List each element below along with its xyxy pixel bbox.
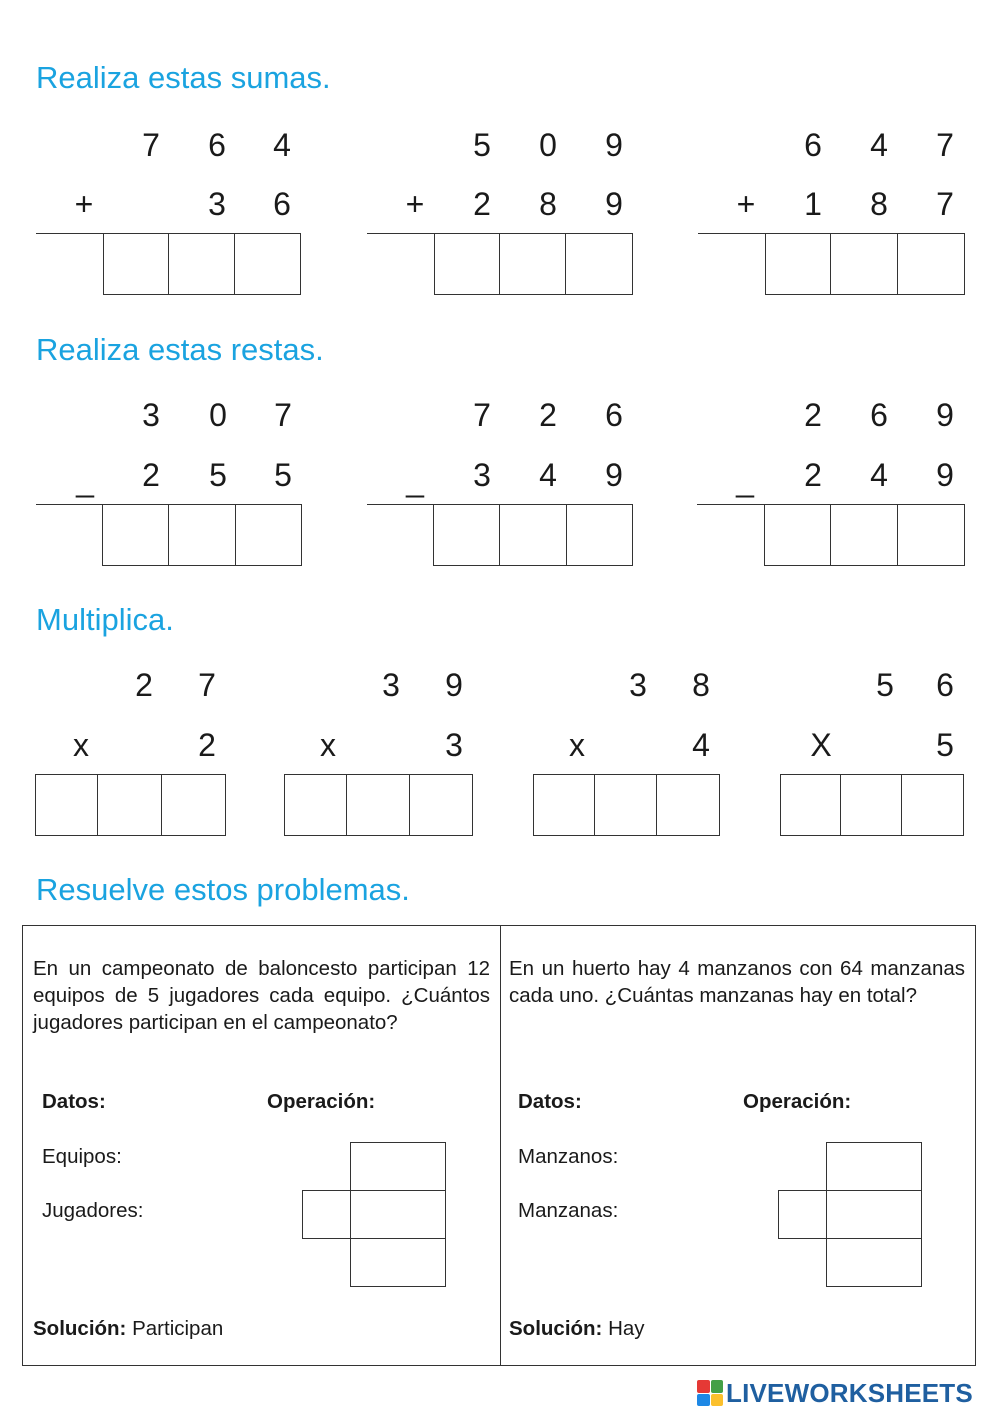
answer-box[interactable] (567, 505, 632, 565)
mult-1-bottom-digit: 2 (198, 727, 216, 763)
sum-2-top-digit: 9 (605, 127, 623, 163)
sum-2-answer-boxes (434, 233, 633, 295)
sub-1-bottom-digit: 5 (209, 457, 227, 493)
sum-2-bottom-digit: 8 (539, 186, 557, 222)
problem-2-operation-box[interactable] (778, 1190, 827, 1239)
answer-box[interactable] (831, 234, 897, 294)
answer-box[interactable] (595, 775, 656, 835)
mult-4-bottom-digit: 5 (936, 727, 954, 763)
logo-square-red (697, 1380, 710, 1393)
sub-2-answer-boxes (433, 504, 633, 566)
mult-3-top-digit: 3 (629, 667, 647, 703)
mult-1-top-digit: 7 (198, 667, 216, 703)
answer-box[interactable] (566, 234, 632, 294)
answer-box[interactable] (410, 775, 472, 835)
answer-box[interactable] (902, 775, 963, 835)
sub-3-bottom-digit: 9 (936, 457, 954, 493)
logo-square-green (711, 1380, 724, 1393)
sum-1-top-digit: 6 (208, 127, 226, 163)
answer-box[interactable] (235, 234, 300, 294)
mult-4-top-digit: 6 (936, 667, 954, 703)
mult-4-top-digit: 5 (876, 667, 894, 703)
sub-3-top-digit: 6 (870, 397, 888, 433)
problem-1-field-jugadores: Jugadores: (42, 1199, 144, 1222)
problem-1-operation-box[interactable] (350, 1238, 446, 1287)
answer-box[interactable] (841, 775, 901, 835)
times-sign: X (810, 727, 832, 763)
minus-sign: _ (736, 462, 754, 498)
column-divider (500, 926, 501, 1365)
answer-box[interactable] (104, 234, 169, 294)
answer-box[interactable] (169, 234, 234, 294)
answer-box[interactable] (781, 775, 841, 835)
sub-3-bottom-digit: 4 (870, 457, 888, 493)
sum-1-answer-boxes (103, 233, 301, 295)
sum-2-top-digit: 5 (473, 127, 491, 163)
problem-2-operation-box[interactable] (826, 1190, 922, 1239)
sub-2-bottom-digit: 3 (473, 457, 491, 493)
problem-1-solucion-label: Solución: (33, 1317, 127, 1340)
sub-3-answer-boxes (764, 504, 965, 566)
times-sign: x (320, 727, 336, 763)
sum-3-top-digit: 7 (936, 127, 954, 163)
mult-3-answer-boxes (533, 774, 720, 836)
answer-box[interactable] (898, 505, 964, 565)
answer-box[interactable] (500, 234, 565, 294)
problem-1-field-equipos: Equipos: (42, 1145, 122, 1168)
sum-2-top-digit: 0 (539, 127, 557, 163)
times-sign: x (73, 727, 89, 763)
problem-2-field-manzanos: Manzanos: (518, 1145, 619, 1168)
sub-3-top-digit: 9 (936, 397, 954, 433)
answer-box[interactable] (765, 505, 831, 565)
plus-sign: + (736, 186, 756, 222)
sum-1-top-digit: 4 (273, 127, 291, 163)
answer-box[interactable] (285, 775, 347, 835)
answer-box[interactable] (766, 234, 831, 294)
problem-2-operacion-label: Operación: (743, 1090, 852, 1113)
sub-1-answer-boxes (102, 504, 302, 566)
mult-2-answer-boxes (284, 774, 473, 836)
mult-1-top-digit: 2 (135, 667, 153, 703)
liveworksheets-logo-text: LIVEWORKSHEETS (726, 1378, 973, 1408)
answer-box[interactable] (500, 505, 566, 565)
problem-1-operation-box[interactable] (302, 1190, 351, 1239)
sums-heading: Realiza estas sumas. (36, 60, 331, 95)
problem-2-solution (509, 1316, 645, 1342)
liveworksheets-logo-icon (697, 1380, 723, 1406)
sub-2-bottom-digit: 9 (605, 457, 623, 493)
logo-square-yellow (711, 1394, 724, 1407)
logo-square-blue (697, 1394, 710, 1407)
plus-sign: + (405, 186, 425, 222)
problems-heading: Resuelve estos problemas. (36, 872, 410, 907)
answer-box[interactable] (434, 505, 500, 565)
answer-box[interactable] (347, 775, 409, 835)
sub-2-bottom-digit: 4 (539, 457, 557, 493)
mult-2-top-digit: 3 (382, 667, 400, 703)
sub-1-top-digit: 7 (274, 397, 292, 433)
times-sign: x (569, 727, 585, 763)
sum-3-bottom-digit: 8 (870, 186, 888, 222)
multiply-heading: Multiplica. (36, 602, 174, 637)
sum-3-top-digit: 6 (804, 127, 822, 163)
problem-1-solution (33, 1316, 223, 1342)
sum-3-answer-boxes (765, 233, 965, 295)
problem-2-solucion-text[interactable]: Hay (608, 1317, 645, 1340)
mult-3-top-digit: 8 (692, 667, 710, 703)
sum-2-bottom-digit: 9 (605, 186, 623, 222)
sum-3-top-digit: 4 (870, 127, 888, 163)
subtractions-heading: Realiza estas restas. (36, 332, 324, 367)
mult-1-answer-boxes (35, 774, 226, 836)
problem-2-datos-label: Datos: (518, 1090, 582, 1113)
answer-box[interactable] (36, 775, 98, 835)
mult-3-bottom-digit: 4 (692, 727, 710, 763)
problem-1-solucion-text[interactable]: Participan (132, 1317, 224, 1340)
problem-1-operacion-label: Operación: (267, 1090, 376, 1113)
answer-box[interactable] (657, 775, 719, 835)
problem-1-datos-label: Datos: (42, 1090, 106, 1113)
problem-1-operation-box[interactable] (350, 1190, 446, 1239)
answer-box[interactable] (236, 505, 301, 565)
answer-box[interactable] (831, 505, 897, 565)
problem-2-solucion-label: Solución: (509, 1317, 603, 1340)
problem-2-text: En un huerto hay 4 manzanos con 64 manzanas cada uno. ¿Cuántas manzanas hay en total? (509, 957, 965, 1007)
answer-box[interactable] (534, 775, 595, 835)
liveworksheets-logo (697, 1377, 973, 1409)
sum-1-bottom-digit: 3 (208, 186, 226, 222)
sum-2-bottom-digit: 2 (473, 186, 491, 222)
problem-2-operation-box[interactable] (826, 1142, 922, 1191)
sum-3-bottom-digit: 1 (804, 186, 822, 222)
mult-2-top-digit: 9 (445, 667, 463, 703)
answer-box[interactable] (435, 234, 500, 294)
answer-box[interactable] (169, 505, 235, 565)
mult-2-bottom-digit: 3 (445, 727, 463, 763)
answer-box[interactable] (103, 505, 169, 565)
answer-box[interactable] (98, 775, 161, 835)
problem-2-field-manzanas: Manzanas: (518, 1199, 619, 1222)
answer-box[interactable] (898, 234, 964, 294)
sub-3-top-digit: 2 (804, 397, 822, 433)
problem-1-text: En un campeonato de baloncesto participan 12 equipos de 5 jugadores cada equipo. ¿Cuántos jugadores participan en el campeonato? (33, 957, 490, 1034)
sum-3-bottom-digit: 7 (936, 186, 954, 222)
problem-1-operation-box[interactable] (350, 1142, 446, 1191)
sub-3-bottom-digit: 2 (804, 457, 822, 493)
sum-1-top-digit: 7 (142, 127, 160, 163)
sub-2-top-digit: 6 (605, 397, 623, 433)
sub-2-top-digit: 7 (473, 397, 491, 433)
sum-1-bottom-digit: 6 (273, 186, 291, 222)
problems-table (22, 925, 976, 1366)
answer-box[interactable] (162, 775, 225, 835)
minus-sign: _ (406, 462, 424, 498)
sub-1-top-digit: 3 (142, 397, 160, 433)
sub-1-bottom-digit: 2 (142, 457, 160, 493)
sub-1-bottom-digit: 5 (274, 457, 292, 493)
sub-2-top-digit: 2 (539, 397, 557, 433)
plus-sign: + (74, 186, 94, 222)
mult-4-answer-boxes (780, 774, 964, 836)
sub-1-top-digit: 0 (209, 397, 227, 433)
minus-sign: _ (76, 462, 94, 498)
problem-2-operation-box[interactable] (826, 1238, 922, 1287)
